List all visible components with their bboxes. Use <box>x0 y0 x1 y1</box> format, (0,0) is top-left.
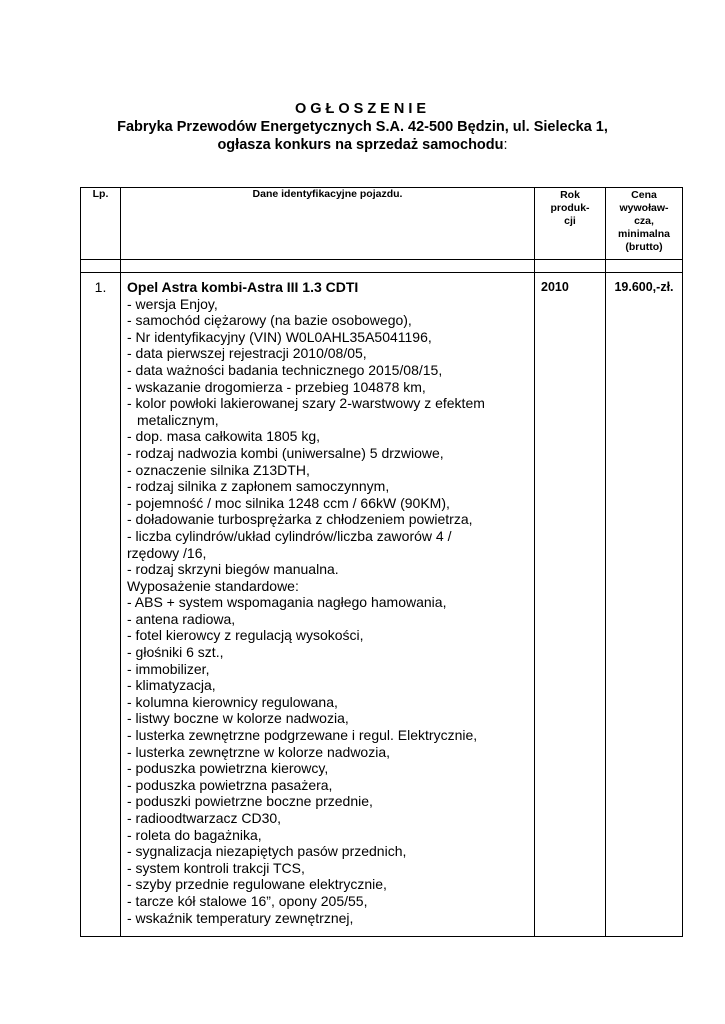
spec-line: - system kontroli trakcji TCS, <box>127 859 305 876</box>
header-cena-line: minimalna <box>618 228 670 240</box>
header-cena-line: (brutto) <box>625 241 663 253</box>
spec-line: - doładowanie turbosprężarka z chłodzeniem powietrza, <box>127 511 473 528</box>
header-lp: Lp. <box>81 188 121 260</box>
spec-line: - samochód ciężarowy (na bazie osobowego), <box>127 312 412 329</box>
spec-line: - immobilizer, <box>127 660 210 677</box>
row-number: 1. <box>81 273 121 937</box>
spec-line: metalicznym, <box>137 411 219 428</box>
header-rok-line: Rok <box>560 189 580 201</box>
header-price <box>606 188 683 260</box>
spec-line: - antena radiowa, <box>127 610 236 627</box>
spec-line: - rodzaj nadwozia kombi (uniwersalne) 5 drzwiowe, <box>127 444 444 461</box>
spec-line: - lusterka zewnętrzne w kolorze nadwozia, <box>127 743 391 760</box>
header-rok-line: produk- <box>550 202 590 214</box>
vehicle-spec-list <box>127 296 530 927</box>
spec-line: - sygnalizacja niezapiętych pasów przednich, <box>127 843 407 860</box>
spec-line: - dop. masa całkowita 1805 kg, <box>127 428 320 445</box>
spec-line: - data ważności badania technicznego 2015/08/15, <box>127 361 443 378</box>
spec-line: - roleta do bagażnika, <box>127 826 262 843</box>
vehicle-table <box>80 187 683 937</box>
spec-line: - rodzaj silnika z zapłonem samoczynnym, <box>127 478 390 495</box>
header-cena-line: cza, <box>634 215 654 227</box>
spacer-cell <box>606 260 683 273</box>
spec-line: - głośniki 6 szt., <box>127 644 224 661</box>
spec-line: - Nr identyfikacyjny (VIN) W0L0AHL35A5041196, <box>127 328 432 345</box>
spec-line: - wskaźnik temperatury zewnętrznej, <box>127 909 354 926</box>
spec-line: - poduszka powietrzna kierowcy, <box>127 760 329 777</box>
spec-line: - poduszki powietrzne boczne przednie, <box>127 793 373 810</box>
spec-line: - liczba cylindrów/układ cylindrów/liczba zaworów 4 / <box>127 527 452 544</box>
header-cena-line: wywoław- <box>619 202 669 214</box>
header-production-year <box>535 188 606 260</box>
announcement-header <box>0 100 725 154</box>
spec-line: - poduszka powietrzna pasażera, <box>127 776 333 793</box>
spec-line: rzędowy /16, <box>127 544 207 561</box>
production-year: 2010 <box>535 273 606 937</box>
spec-line: - klimatyzacja, <box>127 677 216 694</box>
vehicle-description <box>121 273 535 937</box>
spec-line: - tarcze kół stalowe 16”, opony 205/55, <box>127 892 368 909</box>
spec-line: - ABS + system wspomagania nagłego hamowania, <box>127 594 447 611</box>
spacer-cell <box>81 260 121 273</box>
spec-line: - pojemność / moc silnika 1248 ccm / 66kW (90KM), <box>127 494 450 511</box>
spec-line: - oznaczenie silnika Z13DTH, <box>127 461 310 478</box>
table-header-row <box>81 188 683 260</box>
table-spacer-row <box>81 260 683 273</box>
spec-line: - radioodtwarzacz CD30, <box>127 810 282 826</box>
minimum-price: 19.600,-zł. <box>606 273 683 937</box>
spec-line: - rodzaj skrzyni biegów manualna. <box>127 561 339 578</box>
vehicle-model: Opel Astra kombi-Astra III 1.3 CDTI <box>127 279 359 295</box>
spec-line: - listwy boczne w kolorze nadwozia, <box>127 710 349 727</box>
announcement-subtitle <box>0 136 725 154</box>
spec-line: Wyposażenie standardowe: <box>127 577 299 594</box>
header-vehicle-data: Dane identyfikacyjne pojazdu. <box>121 188 535 260</box>
spec-line: - lusterka zewnętrzne podgrzewane i regul. Elektrycznie, <box>127 727 478 744</box>
spec-line: - szyby przednie regulowane elektrycznie, <box>127 876 387 893</box>
spacer-cell <box>535 260 606 273</box>
subtitle-colon: : <box>503 137 508 153</box>
spec-line: - kolumna kierownicy regulowana, <box>127 693 338 710</box>
spec-line: - wersja Enjoy, <box>127 295 218 312</box>
spec-line: - wskazanie drogomierza - przebieg 104878 km, <box>127 378 426 395</box>
announcement-title: OGŁOSZENIE <box>294 101 431 117</box>
table-row <box>81 273 683 937</box>
spec-line: - fotel kierowcy z regulacją wysokości, <box>127 627 364 644</box>
company-line: Fabryka Przewodów Energetycznych S.A. 42-500 Będzin, ul. Sielecka 1, <box>117 119 608 135</box>
header-cena-line: Cena <box>631 189 657 201</box>
spec-line: - kolor powłoki lakierowanej szary 2-warstwowy z efektem <box>127 395 485 412</box>
spacer-cell <box>121 260 535 273</box>
spec-line: - data pierwszej rejestracji 2010/08/05, <box>127 345 367 362</box>
header-rok-line: cji <box>564 215 576 227</box>
subtitle-text: ogłasza konkurs na sprzedaż samochodu <box>217 137 504 153</box>
